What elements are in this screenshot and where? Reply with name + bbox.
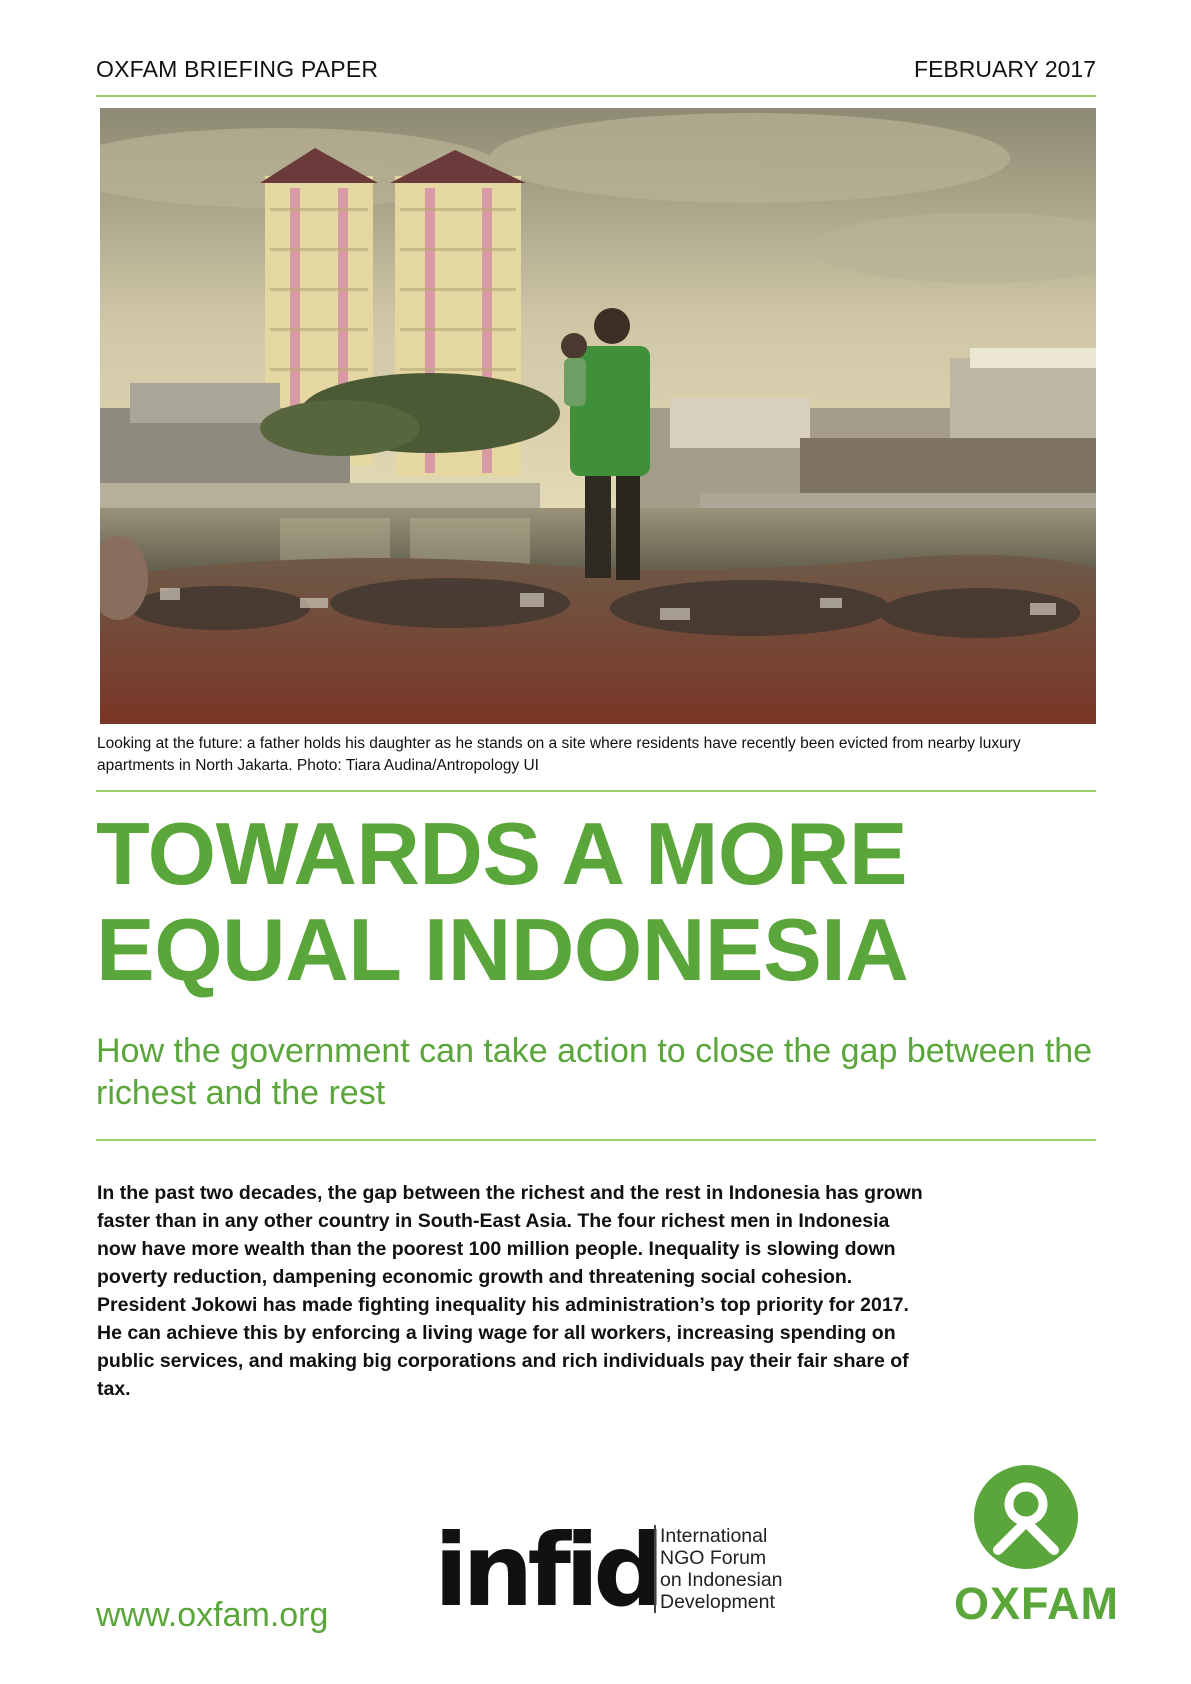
page-title — [96, 806, 1096, 998]
cover-photo — [100, 108, 1096, 724]
infid-name-line: NGO Forum — [660, 1547, 767, 1569]
infid-logo — [434, 1512, 794, 1629]
caption-divider — [96, 790, 1096, 792]
infid-name-line: Development — [660, 1591, 775, 1613]
oxfam-figure-icon — [954, 1462, 1099, 1572]
page-subtitle: How the government can take action to close the gap between the richest and the rest — [96, 1032, 1093, 1112]
publication-date: FEBRUARY 2017 — [914, 56, 1096, 82]
infid-name-line: International — [660, 1525, 768, 1547]
infid-full-name — [654, 1525, 783, 1613]
header-divider — [96, 95, 1096, 97]
oxfam-logo — [954, 1462, 1120, 1634]
oxfam-website-link[interactable]: www.oxfam.org — [96, 1596, 329, 1634]
briefing-series-label: OXFAM BRIEFING PAPER — [96, 56, 379, 82]
subtitle-divider — [96, 1139, 1096, 1141]
infid-name-line: on Indonesian — [660, 1569, 783, 1591]
photo-caption: Looking at the future: a father holds his daughter as he stands on a site where residents have recently been evicted from nearby luxury apartments in North Jakarta. Photo: Tiara Audina/Antropology UI — [97, 735, 1021, 774]
summary-paragraph: In the past two decades, the gap between the richest and the rest in Indonesia has grown faster than in any other country in South-East Asia. The four richest men in Indonesia now have more wealth than the poorest 100 million people. Inequality is slowing down poverty reduction, dampening economic growth and threatening social cohesion. President Jokowi has made fighting inequality his administration’s top priority for 2017. He can achieve this by enforcing a living wage for all workers, increasing spending on public services, and making big corporations and rich individuals pay their fair share of tax. — [97, 1182, 923, 1400]
oxfam-wordmark: OXFAM — [954, 1578, 1120, 1629]
infid-wordmark: infid — [434, 1512, 659, 1629]
title-line-2: EQUAL INDONESIA — [96, 900, 909, 999]
title-line-1: TOWARDS A MORE — [96, 804, 908, 903]
